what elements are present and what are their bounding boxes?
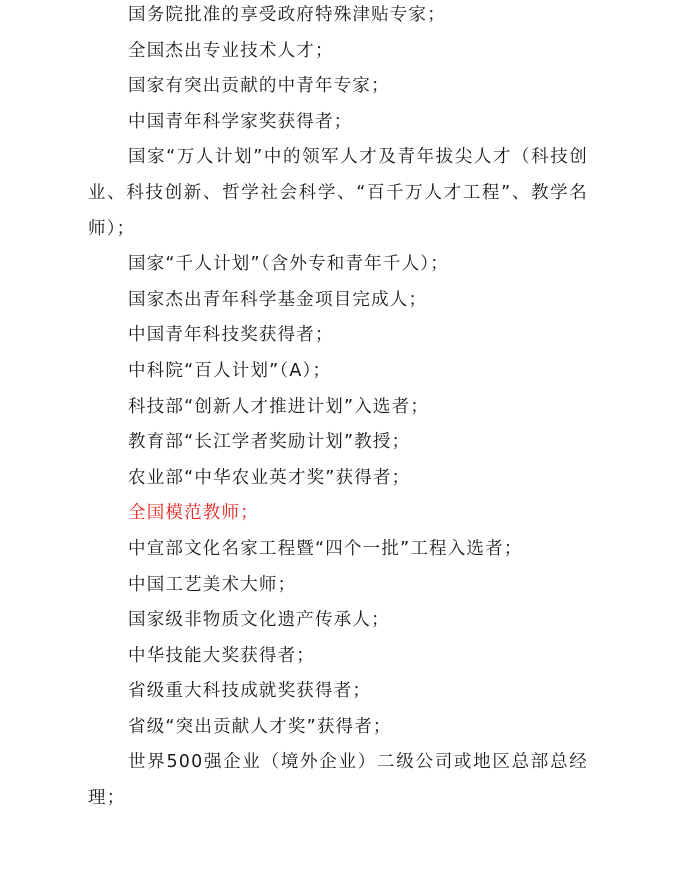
talent-category-list [88,0,588,817]
list-item: 国家有突出贡献的中青年专家； [128,76,390,97]
list-item: 世界500强企业（境外企业）二级公司或地区总部总经理； [88,752,588,809]
list-item: 科技部“创新人才推进计划”入选者； [128,396,430,417]
list-item: 中宣部文化名家工程暨“四个一批”工程入选者； [128,538,523,559]
list-item: 教育部“长江学者奖励计划”教授； [128,432,411,453]
list-item: 国务院批准的享受政府特殊津贴专家； [128,5,446,25]
list-item: 中国青年科技奖获得者； [128,325,334,346]
list-item: 国家“千人计划”（含外专和青年千人）； [128,254,449,275]
list-item: 全国杰出专业技术人才； [128,40,334,61]
list-item: 国家杰出青年科学基金项目完成人； [128,289,428,310]
list-item: 国家“万人计划”中的领军人才及青年拔尖人才（科技创业、科技创新、哲学社会科学、“百千万人才工程”、教学名师）； [88,147,588,239]
list-item: 中国青年科学家奖获得者； [128,111,353,132]
list-item: 中华技能大奖获得者； [128,645,315,666]
list-item: 农业部“中华农业英才奖”获得者； [128,467,411,488]
list-item: 省级“突出贡献人才奖”获得者； [128,716,392,737]
list-item: 省级重大科技成就奖获得者； [128,681,372,702]
list-item: 中科院“百人计划”（A）； [128,360,332,381]
list-item: 中国工艺美术大师； [128,574,297,595]
list-item: 国家级非物质文化遗产传承人； [128,610,390,631]
highlighted-list-item: 全国模范教师； [128,503,259,524]
